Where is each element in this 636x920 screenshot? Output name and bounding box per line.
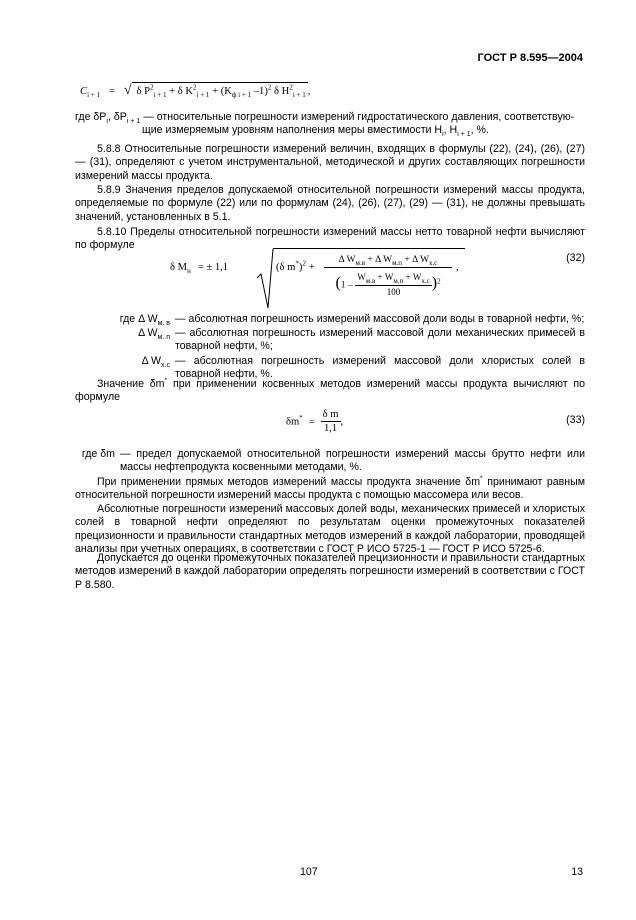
where1-mid: , δP [107,111,127,123]
formula32-den-a: 1 – [340,280,353,291]
formula32-den-sub3: х.с [421,277,430,286]
formula33-eq: = [308,416,315,428]
formula-c-term-h: δ H [271,86,290,97]
formula-c-p-sup: 2 [150,83,154,92]
definition-row [75,355,585,381]
formula-c-p-sub: i + 1 [153,91,167,100]
formula32-denominator: (1 – $\frac{W_{м.в} + W_{м.п} + W_{х.с}}{100}$ )$^2$ [324,271,452,299]
formula32-dm: (δ m [276,262,296,273]
direct-star: * [480,475,483,483]
definition-symbol: Δ $W_{м. п}$ [138,327,170,342]
formula-c-h-sub: i + 1 [292,91,306,100]
paragraph-5-8-9: 5.8.9 Значения пределов допускаемой относительной погрешности измерений массы продукта, определяемые по формуле (22) или по формулам (24), (26), (27), (29) — (31), не должны превышать значений, установленных в 5.1. [75,184,585,223]
equation-number-32: (32) [566,252,585,264]
formula32-lhs-sub: н [187,267,191,276]
formula32-trail: , [456,262,459,273]
formula-c-term-k: + δ K [166,86,194,97]
formula32-num-sub3: х.с [429,258,438,267]
formula32-star: * [295,259,299,268]
indirect-b: при применении косвенных методов измерений массы продукта вычисляют по формуле [75,378,585,404]
formula32-numerator [324,253,452,268]
formula32-den-p3: + W [403,272,422,283]
definition-text: — абсолютная погрешность измерений массовой доли воды в товарной нефти, %; [175,313,585,325]
formula32-num-c: + Δ W [402,255,430,265]
formula32-num-b: + Δ W [365,255,393,265]
paragraph-5-8-10: 5.8.10 Пределы относительной погрешности измерений массы нетто товарной нефти вычисляют по формуле [75,226,585,252]
definition-text: — предел допускаемой относительной погрешности измерений массы брутто нефти или массы нефтепродукта косвенными методами, %. [120,448,585,474]
formula-c-k-sup: 2 [193,83,197,92]
paragraph-absolute-errors: Абсолютные погрешности измерений массовых долей воды, механических примесей и хлористых солей в товарной нефти определяют по результатам оценки промежуточных показателей прецизионности и правильности стандартных методов измерений в каждой лаборатории, проводящей анализы при учетных операциях, в соответствии с ГОСТ Р ИСО 5725-1 — ГОСТ Р ИСО 5725-6. [75,503,585,556]
formula-c-lhs-sub: i + 1 [87,91,100,100]
formula-32 [170,248,470,312]
indirect-star: * [164,377,168,385]
formula-c-radicand [132,82,308,100]
document-code: ГОСТ Р 8.595—2004 [477,52,583,64]
formula32-den-den: 100 [386,286,401,297]
where1-text2c: , %. [470,124,489,137]
formula-c-h-sup: 2 [289,83,293,92]
formula32-close: ) [298,262,303,273]
formula-c-k-sub: i + 1 [196,91,210,100]
paragraph-direct-method [75,476,585,503]
formula32-den-sub1: м.в [365,277,376,286]
formula32-lhs: δ M [170,262,188,273]
where1-prefix: где δP [75,111,107,123]
where-p-definition [75,111,585,138]
where1-text2b: , H [443,124,458,137]
formula33-trail: , [340,416,344,428]
formula33-den: 1,1 [323,423,338,435]
where1-text2-sub1: i [442,131,444,139]
formula32-eq: = ± 1,1 [197,262,229,273]
formula32-plus: + [308,262,315,273]
formula32-den-p2: + W [375,272,394,283]
page-number-center: 107 [300,866,318,878]
formula33-lhs: δm [286,416,300,428]
definition-symbol: где δm [81,448,115,460]
definition-text: — абсолютная погрешность измерений массовой доли механических примесей в товарной нефти, %; [175,327,585,353]
formula32-num-sub1: м.в [355,258,366,267]
definition-text: — абсолютная погрешность измерений массовой доли хлористых солей в товарной нефти, %. [175,355,585,381]
formula-c-sq: 2 [267,83,272,92]
formula32-num-a: Δ W [338,255,356,265]
where1-sub1: i [106,118,108,126]
sqrt-sign: √ [123,83,132,98]
formula32-den-sub2: м.п [393,277,404,286]
equation-number-33: (33) [566,414,585,426]
where1-text2-sub2: i + 1 [457,131,471,139]
definition-row [75,448,585,476]
direct-a: При применении прямых методов измерений массы продукта значение δm [97,476,481,488]
formula-c-lhs: C [80,86,88,97]
where1-text2a: щие измеряемым уровням наполнения меры вместимости H [142,124,443,137]
formula32-num-sub2: м.п [392,258,402,267]
formula-c-term-p: δ P [136,86,151,97]
paragraph-indirect-method [75,378,585,405]
definition-symbol: где Δ $W_{м. в}$ [119,313,170,328]
indirect-a: Значение δm [97,378,165,390]
definition-row [75,327,585,355]
page-number-right: 13 [571,866,583,878]
paragraph-allowed: Допускается до оценки промежуточных показателей прецизионности и правильности стандартных методов измерений в каждой лаборатории определять погрешности измерений в соответствии с ГОСТ Р 8.580. [75,552,585,591]
formula-c-minus: –1) [251,86,268,97]
formula-33 [286,408,343,436]
where1-sub2: i + 1 [126,118,141,126]
formula-c-term-kf: + (K [209,86,232,97]
definition-symbol: Δ $W_{х.с}$ [141,355,170,370]
formula32-den-num: W [357,272,366,283]
paragraph-5-8-8: 5.8.8 Относительные погрешности измерений величин, входящих в формулы (22), (24), (26), (27) — (31), определяют с учетом инструментальной, методической и других составляющих погрешности измерений массы продукта. [75,143,585,182]
formula32-sq: 2 [302,259,306,268]
formula-c-kf-sub: ф i + 1 [231,91,252,100]
formula33-num: δ m [321,408,341,422]
formula-c [80,84,310,98]
big-sqrt-sign [256,248,274,312]
direct-b: принимают равным относительной погрешности измерений массы продукта с помощью массомера или весов. [75,476,585,502]
formula33-star: * [299,414,303,423]
formula-c-eq: = [108,86,115,97]
sqrt-overline [273,248,465,249]
formula-c-trail: , [307,86,311,97]
where1-text1: — относительные погрешности измерений гидростатического давления, соответствую- [143,111,575,123]
